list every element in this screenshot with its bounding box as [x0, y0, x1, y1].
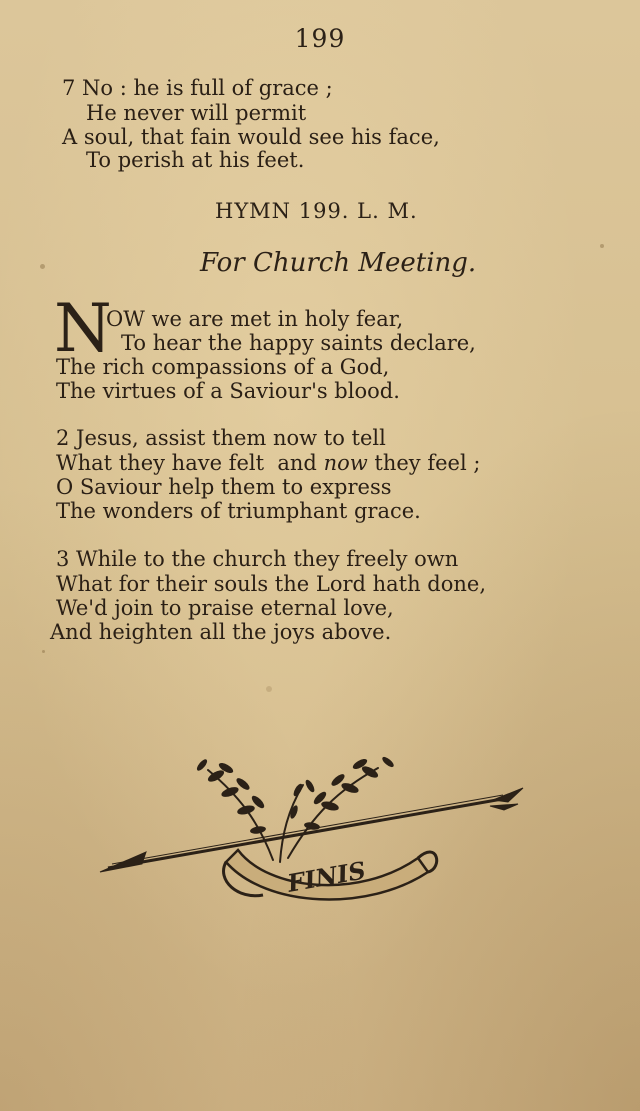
- foxing-spot: [42, 650, 45, 653]
- arrow-head: [100, 852, 146, 872]
- verse3-line-4: And heighten all the joys above.: [50, 620, 392, 644]
- ribbon: [224, 850, 437, 899]
- finis-label: FINIS: [285, 855, 368, 898]
- verse3-line-1: 3 While to the church they freely own: [56, 547, 459, 571]
- arrow: [100, 788, 523, 872]
- verse7-line-2: He never will permit: [86, 101, 307, 125]
- verse2-line-2-start: What they have felt and: [56, 451, 324, 475]
- hymn-subtitle: For Church Meeting.: [200, 248, 477, 278]
- verse1-line-2: To hear the happy saints declare,: [121, 331, 476, 355]
- verse2-line-2: [56, 451, 480, 475]
- verse7-line-1: 7 No : he is full of grace ;: [62, 76, 333, 100]
- verse1-line-3: The rich compassions of a God,: [56, 355, 390, 379]
- verse3-line-3: We'd join to praise eternal love,: [56, 596, 394, 620]
- verse2-line-4: The wonders of triumphant grace.: [56, 499, 421, 523]
- verse2-line-2-end: they feel ;: [367, 451, 481, 475]
- hymn-heading: HYMN 199. L. M.: [215, 199, 418, 223]
- verse7-line-3: A soul, that fain would see his face,: [62, 125, 440, 149]
- verse1-line-4: The virtues of a Saviour's blood.: [56, 379, 400, 403]
- foxing-spot: [266, 686, 272, 692]
- finis-ornament: [98, 740, 528, 905]
- verse1-line-1: OW we are met in holy fear,: [106, 307, 404, 331]
- verse3-line-2: What for their souls the Lord hath done,: [56, 572, 487, 596]
- verse7-line-4: To perish at his feet.: [86, 148, 305, 172]
- verse2-line-3: O Saviour help them to express: [56, 475, 392, 499]
- foxing-spot: [600, 244, 604, 248]
- drop-cap: N: [54, 290, 112, 367]
- verse2-line-2-italic: now: [323, 451, 368, 475]
- foxing-spot: [40, 264, 45, 269]
- verse2-line-1: 2 Jesus, assist them now to tell: [56, 426, 386, 450]
- page-number: 199: [294, 24, 346, 53]
- arrow-fletch: [493, 788, 523, 802]
